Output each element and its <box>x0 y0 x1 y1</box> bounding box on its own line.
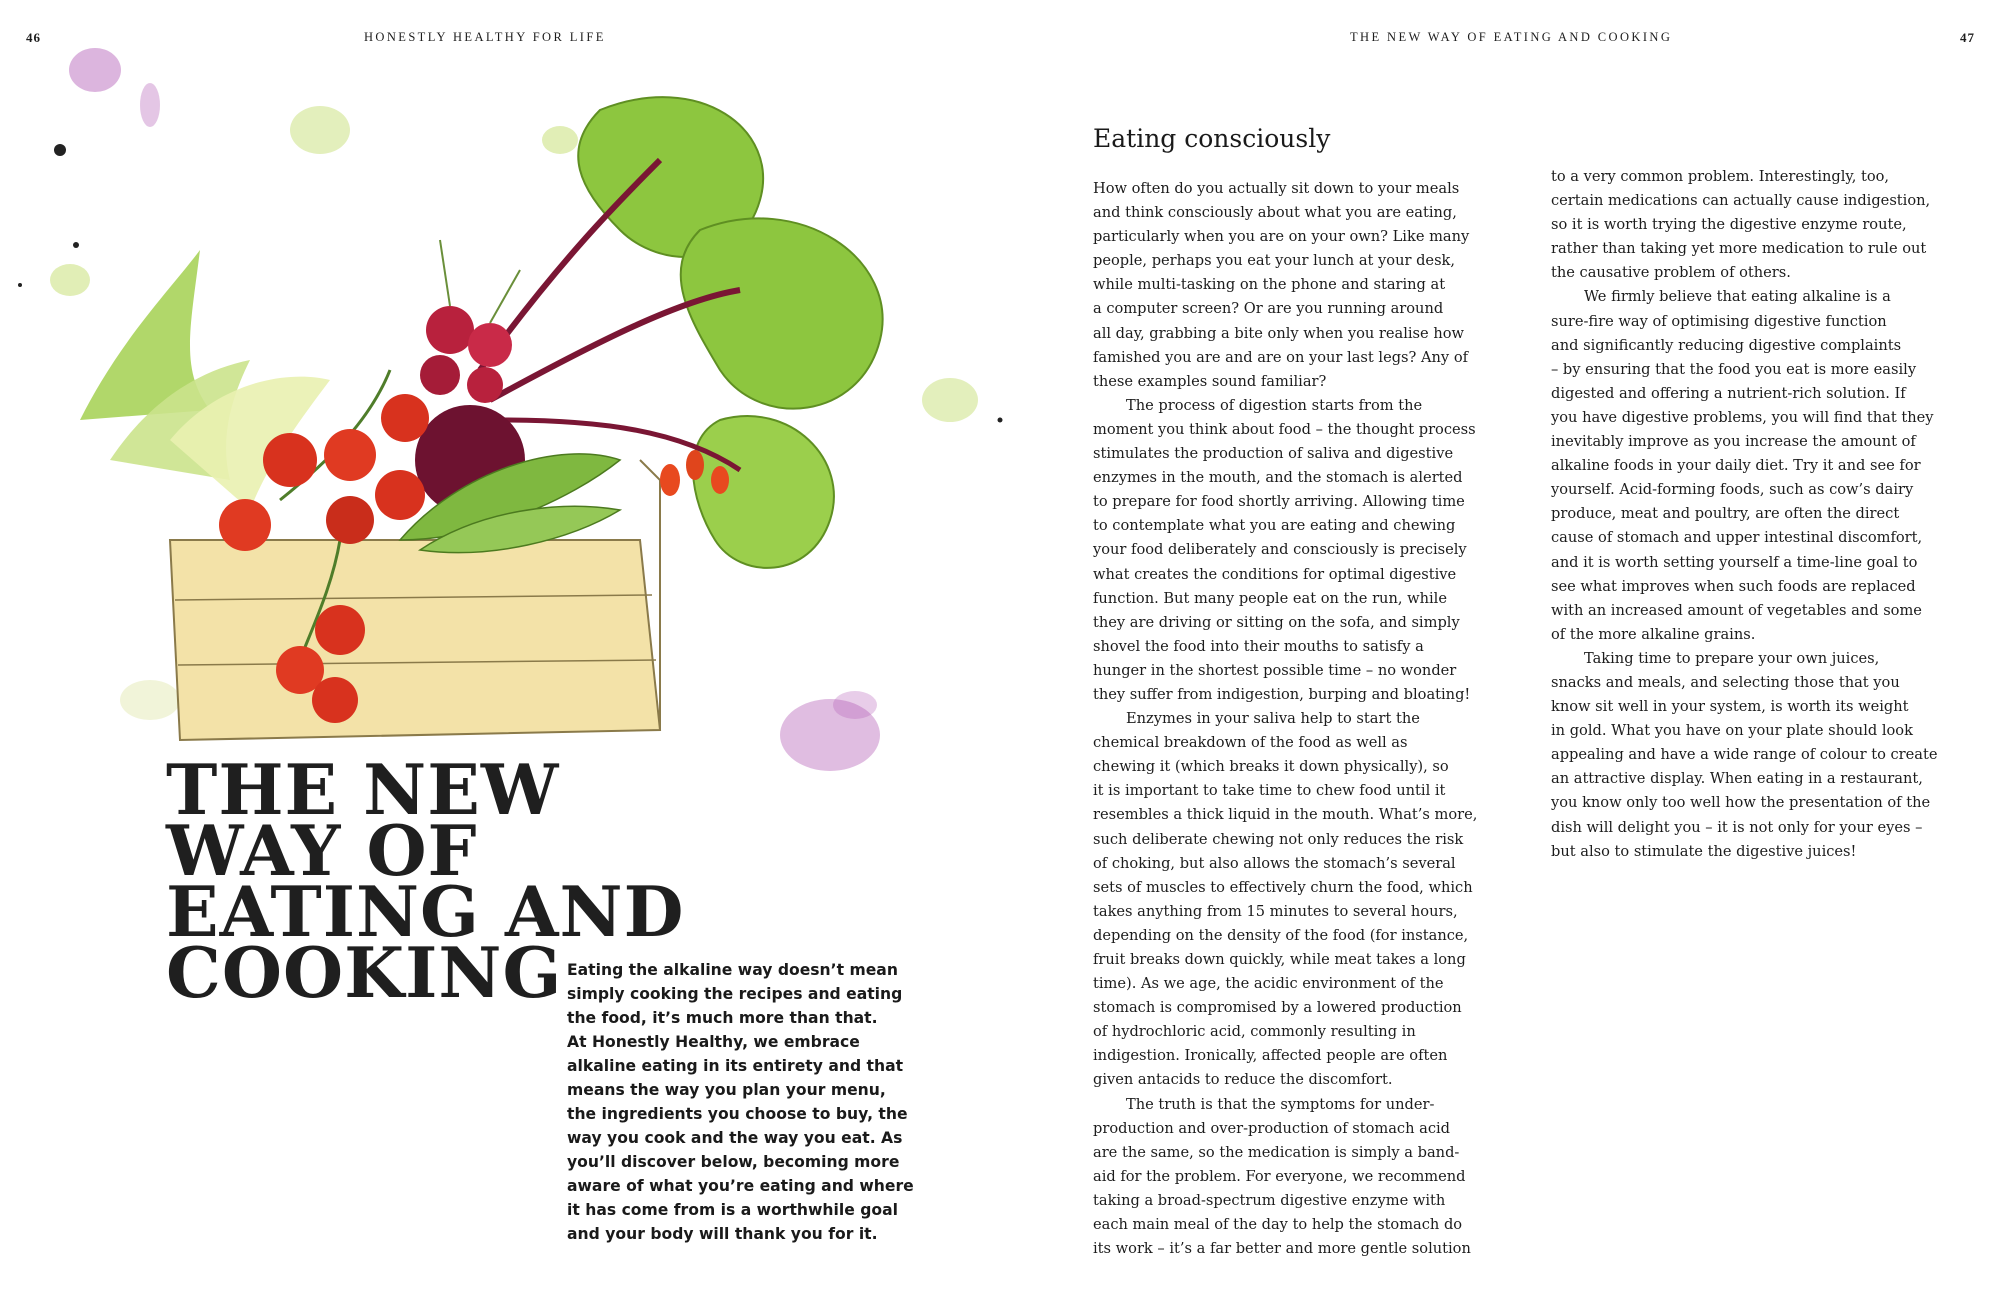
body-text-line: produce, meat and poultry, are often the direct <box>1551 505 1900 523</box>
body-text-line: such deliberate chewing not only reduces the risk <box>1093 830 1464 848</box>
body-text-line: sure-fire way of optimising digestive function <box>1551 312 1887 330</box>
intro-line: alkaline eating in its entirety and that <box>567 1057 904 1075</box>
body-text-line: you have digestive problems, you will find that they <box>1551 408 1934 426</box>
body-text-line: stomach is compromised by a lowered production <box>1093 999 1462 1017</box>
body-column-left <box>1093 177 1493 1261</box>
body-text-line: indigestion. Ironically, affected people are often <box>1093 1047 1448 1065</box>
body-text-line: of the more alkaline grains. <box>1551 625 1756 643</box>
body-text-line: its work – it’s a far better and more gentle solution <box>1093 1240 1471 1258</box>
radishes <box>420 240 520 403</box>
body-text-line: see what improves when such foods are replaced <box>1551 577 1916 595</box>
intro-line: it has come from is a worthwhile goal <box>567 1201 898 1219</box>
body-text-line: they are driving or sitting on the sofa, and simply <box>1093 613 1460 631</box>
body-text-line: How often do you actually sit down to your meals <box>1093 180 1460 197</box>
intro-line: the food, it’s much more than that. <box>567 1009 878 1027</box>
body-text-line: particularly when you are on your own? Like many <box>1093 228 1470 246</box>
body-text-line: sets of muscles to effectively churn the food, which <box>1093 878 1473 896</box>
body-text-line: alkaline foods in your daily diet. Try it and see for <box>1551 457 1921 475</box>
body-text-line: while multi-tasking on the phone and staring at <box>1093 276 1446 294</box>
chapter-intro <box>567 958 914 1246</box>
body-text-line: certain medications can actually cause indigestion, <box>1551 192 1931 210</box>
body-text-line: with an increased amount of vegetables and some <box>1551 601 1922 619</box>
body-text-line: famished you are and are on your last legs? Any of <box>1093 348 1469 366</box>
intro-line: Eating the alkaline way doesn’t mean <box>567 961 898 979</box>
body-text-line: The truth is that the symptoms for under- <box>1126 1095 1435 1113</box>
body-text-line: snacks and meals, and selecting those that you <box>1551 673 1900 691</box>
body-text-line: resembles a thick liquid in the mouth. What’s more, <box>1093 806 1478 824</box>
intro-line: way you cook and the way you eat. As <box>567 1129 903 1147</box>
body-text-line: they suffer from indigestion, burping and bloating! <box>1093 685 1471 703</box>
body-text-line: of choking, but also allows the stomach’s several <box>1093 854 1456 872</box>
body-text-line: time). As we age, the acidic environment of the <box>1093 975 1444 993</box>
body-text-line: in gold. What you have on your plate should look <box>1551 722 1913 740</box>
body-text-line: – by ensuring that the food you eat is more easily <box>1551 360 1917 378</box>
body-text-line: given antacids to reduce the discomfort. <box>1093 1071 1393 1089</box>
body-text-line: taking a broad-spectrum digestive enzyme with <box>1093 1191 1446 1209</box>
section-heading: Eating consciously <box>1093 124 1331 153</box>
body-text-line: you know only too well how the presentation of the <box>1551 794 1931 812</box>
body-text-line: takes anything from 15 minutes to several hours, <box>1093 902 1458 920</box>
body-text-line: are the same, so the medication is simply a band- <box>1093 1143 1460 1161</box>
body-text-line: to prepare for food shortly arriving. Allowing time <box>1093 493 1465 511</box>
body-text-line: what creates the conditions for optimal digestive <box>1093 565 1457 583</box>
body-text-line: chemical breakdown of the food as well as <box>1093 734 1408 752</box>
body-text-line: the causative problem of others. <box>1551 264 1791 282</box>
body-text-line: and significantly reducing digestive complaints <box>1551 336 1902 354</box>
left-running-head: HONESTLY HEALTHY FOR LIFE <box>364 30 606 44</box>
body-text-line: enzymes in the mouth, and the stomach is alerted <box>1093 469 1463 487</box>
body-text-line: know sit well in your system, is worth its weight <box>1551 698 1909 716</box>
body-text-line: and it is worth setting yourself a time-line goal to <box>1551 553 1918 571</box>
intro-line: and your body will thank you for it. <box>567 1225 878 1243</box>
body-text-line: these examples sound familiar? <box>1093 372 1327 390</box>
body-text-line: production and over-production of stomach acid <box>1093 1119 1451 1137</box>
chapter-title-line: EATING AND <box>166 872 685 953</box>
body-text-line: people, perhaps you eat your lunch at your desk, <box>1093 252 1456 270</box>
body-text-line: shovel the food into their mouths to satisfy a <box>1093 637 1424 655</box>
body-text-line: stimulates the production of saliva and digestive <box>1093 445 1454 463</box>
body-text-line: all day, grabbing a bite only when you realise how <box>1093 324 1464 342</box>
body-text-line: so it is worth trying the digestive enzyme route, <box>1551 216 1907 234</box>
body-column-right <box>1551 165 1971 864</box>
body-text-line: chewing it (which breaks it down physically), so <box>1093 758 1449 776</box>
body-text-line: it is important to take time to chew food until it <box>1093 782 1446 800</box>
body-text-line: to a very common problem. Interestingly, too, <box>1551 168 1890 185</box>
body-text-line: each main meal of the day to help the stomach do <box>1093 1216 1463 1234</box>
body-text-line: fruit breaks down quickly, while meat takes a long <box>1093 951 1466 968</box>
body-text-line: a computer screen? Or are you running around <box>1093 300 1444 318</box>
intro-line: At Honestly Healthy, we embrace <box>567 1033 860 1051</box>
body-text-line: appealing and have a wide range of colour to create <box>1551 746 1938 764</box>
chapter-title-line: COOKING <box>166 933 563 1014</box>
intro-line: means the way you plan your menu, <box>567 1081 886 1099</box>
body-text-line: inevitably improve as you increase the amount of <box>1551 433 1916 451</box>
body-text-line: cause of stomach and upper intestinal discomfort, <box>1551 529 1923 547</box>
left-page-number: 46 <box>26 30 41 45</box>
intro-line: aware of what you’re eating and where <box>567 1177 914 1195</box>
body-text-line: depending on the density of the food (for instance, <box>1093 926 1469 944</box>
body-text-line: aid for the problem. For everyone, we recommend <box>1093 1167 1466 1185</box>
body-text-line: dish will delight you – it is not only for your eyes – <box>1551 818 1923 836</box>
intro-line: the ingredients you choose to buy, the <box>567 1105 908 1123</box>
body-text-line: digested and offering a nutrient-rich solution. If <box>1551 384 1906 402</box>
body-text-line: your food deliberately and consciously is precisely <box>1093 541 1467 559</box>
intro-line: simply cooking the recipes and eating <box>567 985 903 1003</box>
intro-line: you’ll discover below, becoming more <box>567 1153 900 1171</box>
right-page-number: 47 <box>1960 30 1975 45</box>
vegetable-crate-illustration <box>0 40 1020 831</box>
body-text-line: rather than taking yet more medication to rule out <box>1551 240 1927 258</box>
body-text-line: yourself. Acid-forming foods, such as cow’s dairy <box>1551 481 1914 499</box>
body-text-line: Taking time to prepare your own juices, <box>1584 649 1880 667</box>
body-text-line: hunger in the shortest possible time – no wonder <box>1093 661 1457 679</box>
body-text-line: an attractive display. When eating in a restaurant, <box>1551 770 1923 788</box>
body-text-line: to contemplate what you are eating and chewing <box>1093 517 1456 535</box>
chapter-title-line: THE NEW <box>166 750 560 831</box>
body-text-line: of hydrochloric acid, commonly resulting in <box>1093 1023 1416 1041</box>
right-running-head: THE NEW WAY OF EATING AND COOKING <box>1350 30 1673 44</box>
body-text-line: Enzymes in your saliva help to start the <box>1126 710 1420 728</box>
body-text-line: We firmly believe that eating alkaline is a <box>1584 288 1891 306</box>
body-text-line: function. But many people eat on the run, while <box>1093 589 1447 607</box>
body-text-line: and think consciously about what you are eating, <box>1093 204 1457 222</box>
chapter-title-line: WAY OF <box>166 811 478 892</box>
body-text-line: but also to stimulate the digestive juices! <box>1551 842 1857 860</box>
body-text-line: moment you think about food – the thought process <box>1093 420 1476 438</box>
body-text-line: The process of digestion starts from the <box>1126 396 1423 414</box>
